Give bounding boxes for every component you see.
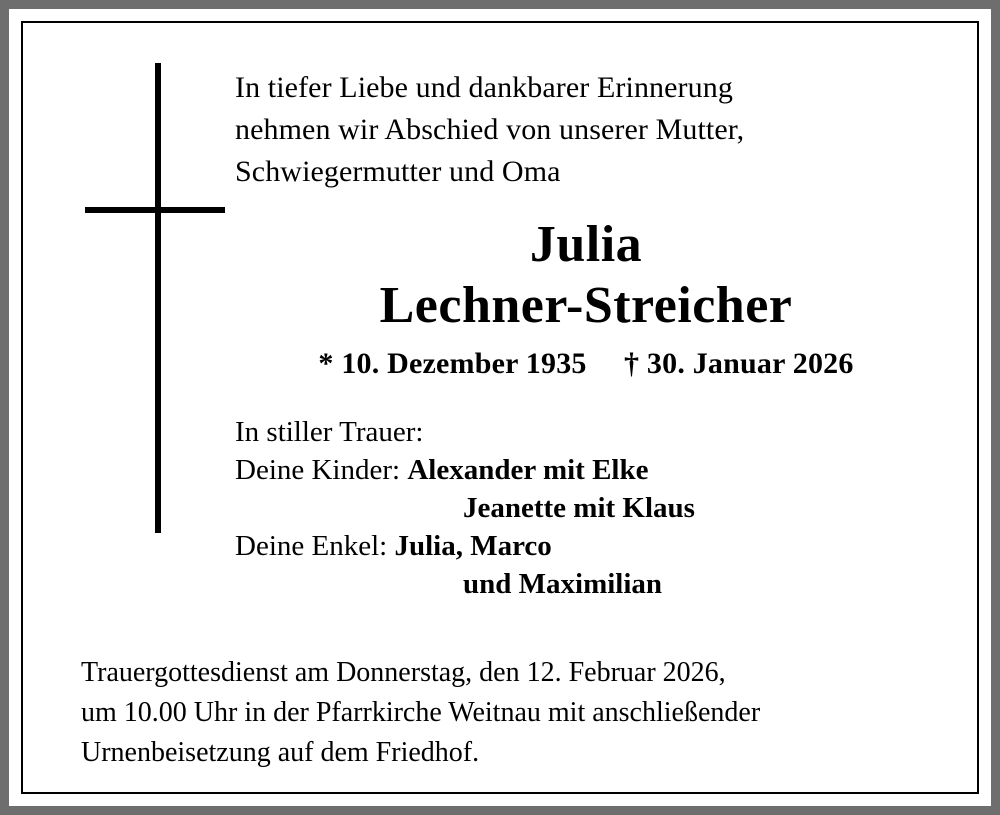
grandchild-name: Julia, Marco bbox=[394, 530, 552, 562]
intro-text bbox=[235, 67, 937, 193]
intro-line: In tiefer Liebe und dankbarer Erinnerung bbox=[235, 71, 733, 104]
grandchild-name: und Maximilian bbox=[463, 568, 663, 600]
mourners-block bbox=[235, 413, 937, 603]
death-date: 30. Januar 2026 bbox=[646, 347, 854, 380]
grandchildren-label: Deine Enkel: bbox=[235, 530, 388, 562]
notice-inner-border bbox=[21, 21, 979, 794]
children-label: Deine Kinder: bbox=[235, 454, 401, 486]
cross-vertical-bar bbox=[155, 63, 161, 533]
service-line: Urnenbeisetzung auf dem Friedhof. bbox=[81, 737, 480, 768]
notice-content bbox=[235, 67, 937, 603]
latin-cross-icon bbox=[85, 63, 225, 533]
birth-date: 10. Dezember 1935 bbox=[341, 347, 587, 380]
death-symbol: † bbox=[624, 347, 640, 380]
children-row-secondary bbox=[235, 489, 937, 527]
life-dates bbox=[235, 347, 937, 381]
children-row bbox=[235, 451, 937, 489]
service-line: um 10.00 Uhr in der Pfarrkirche Weitnau mit anschließender bbox=[81, 697, 761, 728]
child-name: Jeanette mit Klaus bbox=[463, 492, 695, 524]
birth-symbol: * bbox=[318, 347, 334, 380]
child-name: Alexander mit Elke bbox=[407, 454, 649, 486]
grandchildren-row-secondary bbox=[235, 565, 937, 603]
mourning-heading: In stiller Trauer: bbox=[235, 416, 424, 448]
intro-line: Schwiegermutter und Oma bbox=[235, 155, 561, 188]
deceased-name bbox=[235, 215, 937, 337]
service-details bbox=[81, 653, 937, 773]
intro-line: nehmen wir Abschied von unserer Mutter, bbox=[235, 113, 745, 146]
service-line: Trauergottesdienst am Donnerstag, den 12. Februar 2026, bbox=[81, 657, 726, 688]
grandchildren-row bbox=[235, 527, 937, 565]
deceased-first-name: Julia bbox=[529, 216, 643, 273]
cross-horizontal-bar bbox=[85, 207, 225, 213]
deceased-last-name: Lechner-Streicher bbox=[379, 277, 793, 334]
